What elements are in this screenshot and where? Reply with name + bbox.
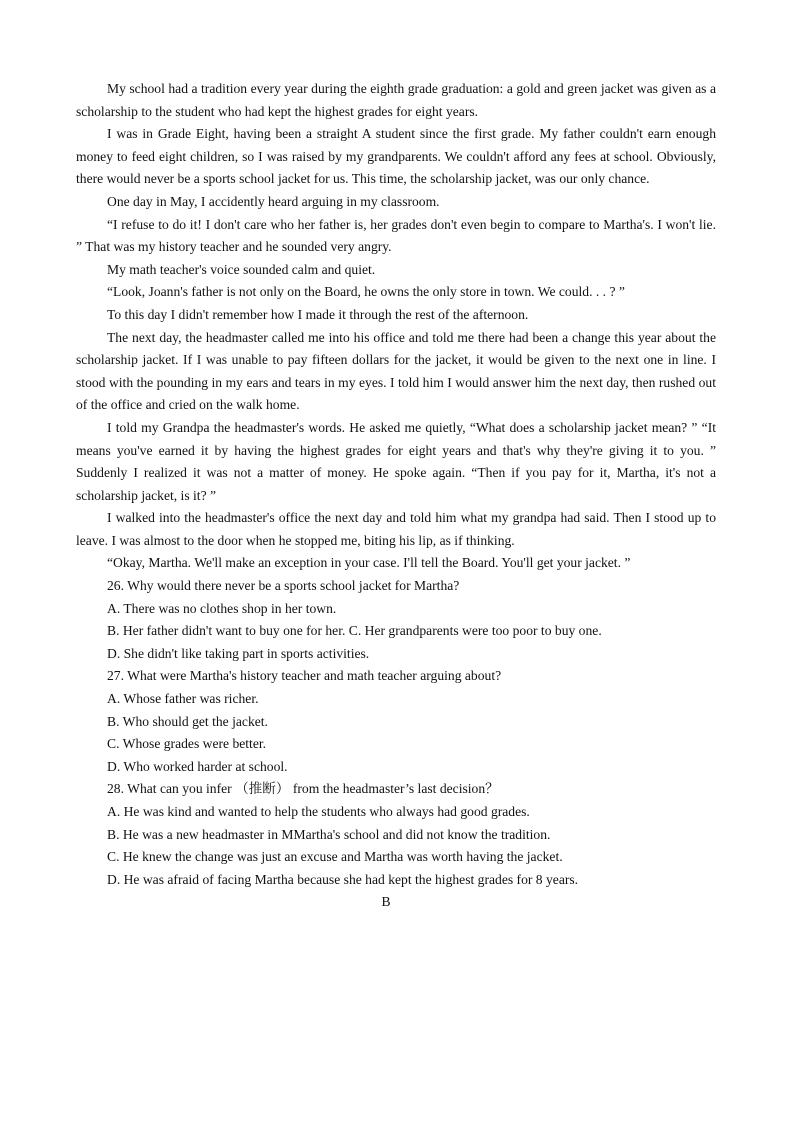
passage-paragraph: One day in May, I accidently heard arguing in my classroom.: [107, 193, 440, 209]
answer-option: A. Whose father was richer.: [107, 691, 259, 707]
document-page: [76, 78, 716, 914]
passage-paragraph: I walked into the headmaster's office the next day and told him what my grandpa had said. Then I stood up to leave. I was almost to the door when he stopped me, biting his lip, as if thinking.: [76, 510, 716, 548]
passage-paragraph: I was in Grade Eight, having been a straight A student since the first grade. My father couldn't earn enough money to feed eight children, so I was raised by my grandparents. We couldn't afford any fees at school. Obviously, there would never be a sports school jacket for us. This time, the scholarship jacket, was our only chance.: [76, 126, 716, 187]
answer-option: A. There was no clothes shop in her town.: [107, 600, 337, 616]
passage-paragraph: To this day I didn't remember how I made it through the rest of the afternoon.: [107, 306, 529, 322]
passage-paragraph: The next day, the headmaster called me into his office and told me there had been a change this year about the scholarship jacket. If I was unable to pay fifteen dollars for the jacket, it would be given to the next one in line. I stood with the pounding in my ears and tears in my eyes. I told him I would answer him the next day, then rushed out of the office and cried on the walk home.: [76, 329, 716, 413]
question-stem: 28. What can you infer （推断） from the headmaster’s last decision？: [107, 781, 499, 797]
passage-paragraph: My school had a tradition every year during the eighth grade graduation: a gold and green jacket was given as a scholarship to the student who had kept the highest grades for eight years.: [76, 81, 716, 119]
passage-paragraph: My math teacher's voice sounded calm and quiet.: [107, 261, 376, 277]
answer-option: D. She didn't like taking part in sports activities.: [107, 645, 370, 661]
answer-option: B. Her father didn't want to buy one for her. C. Her grandparents were too poor to buy one.: [107, 623, 602, 639]
answer-option: B. Who should get the jacket.: [107, 713, 268, 729]
question-27: [76, 665, 716, 778]
passage-paragraph: “Okay, Martha. We'll make an exception in your case. I'll tell the Board. You'll get your jacket. ”: [107, 555, 631, 571]
answer-option: B. He was a new headmaster in MMartha's school and did not know the tradition.: [107, 826, 551, 842]
question-stem: 26. Why would there never be a sports school jacket for Martha?: [107, 578, 460, 594]
passage-paragraph: “Look, Joann's father is not only on the Board, he owns the only store in town. We could. . . ? ”: [107, 284, 625, 300]
question-26: [76, 575, 716, 665]
answer-option: D. Who worked harder at school.: [107, 758, 288, 774]
answer-option: A. He was kind and wanted to help the students who always had good grades.: [107, 804, 530, 819]
passage-paragraph: I told my Grandpa the headmaster's words. He asked me quietly, “What does a scholarship jacket mean? ” “It means you've earned it by having the highest grades for eight years and that's why they're giving it to you. ” Suddenly I realized it was not a matter of money. He spoke again. “Then if you pay for it, Martha, it's not a scholarship jacket, is it? ”: [76, 419, 716, 503]
answer-option: C. He knew the change was just an excuse and Martha was worth having the jacket.: [107, 849, 563, 865]
answer-option: C. Whose grades were better.: [107, 736, 267, 752]
question-28: [76, 778, 716, 891]
passage-paragraph: “I refuse to do it! I don't care who her father is, her grades don't even begin to compare to Martha's. I won't lie. ” That was my history teacher and he sounded very angry.: [76, 216, 716, 255]
answer-option: D. He was afraid of facing Martha because she had kept the highest grades for 8 years.: [107, 871, 579, 887]
section-letter: B: [381, 894, 391, 910]
question-stem: 27. What were Martha's history teacher and math teacher arguing about?: [107, 668, 502, 684]
